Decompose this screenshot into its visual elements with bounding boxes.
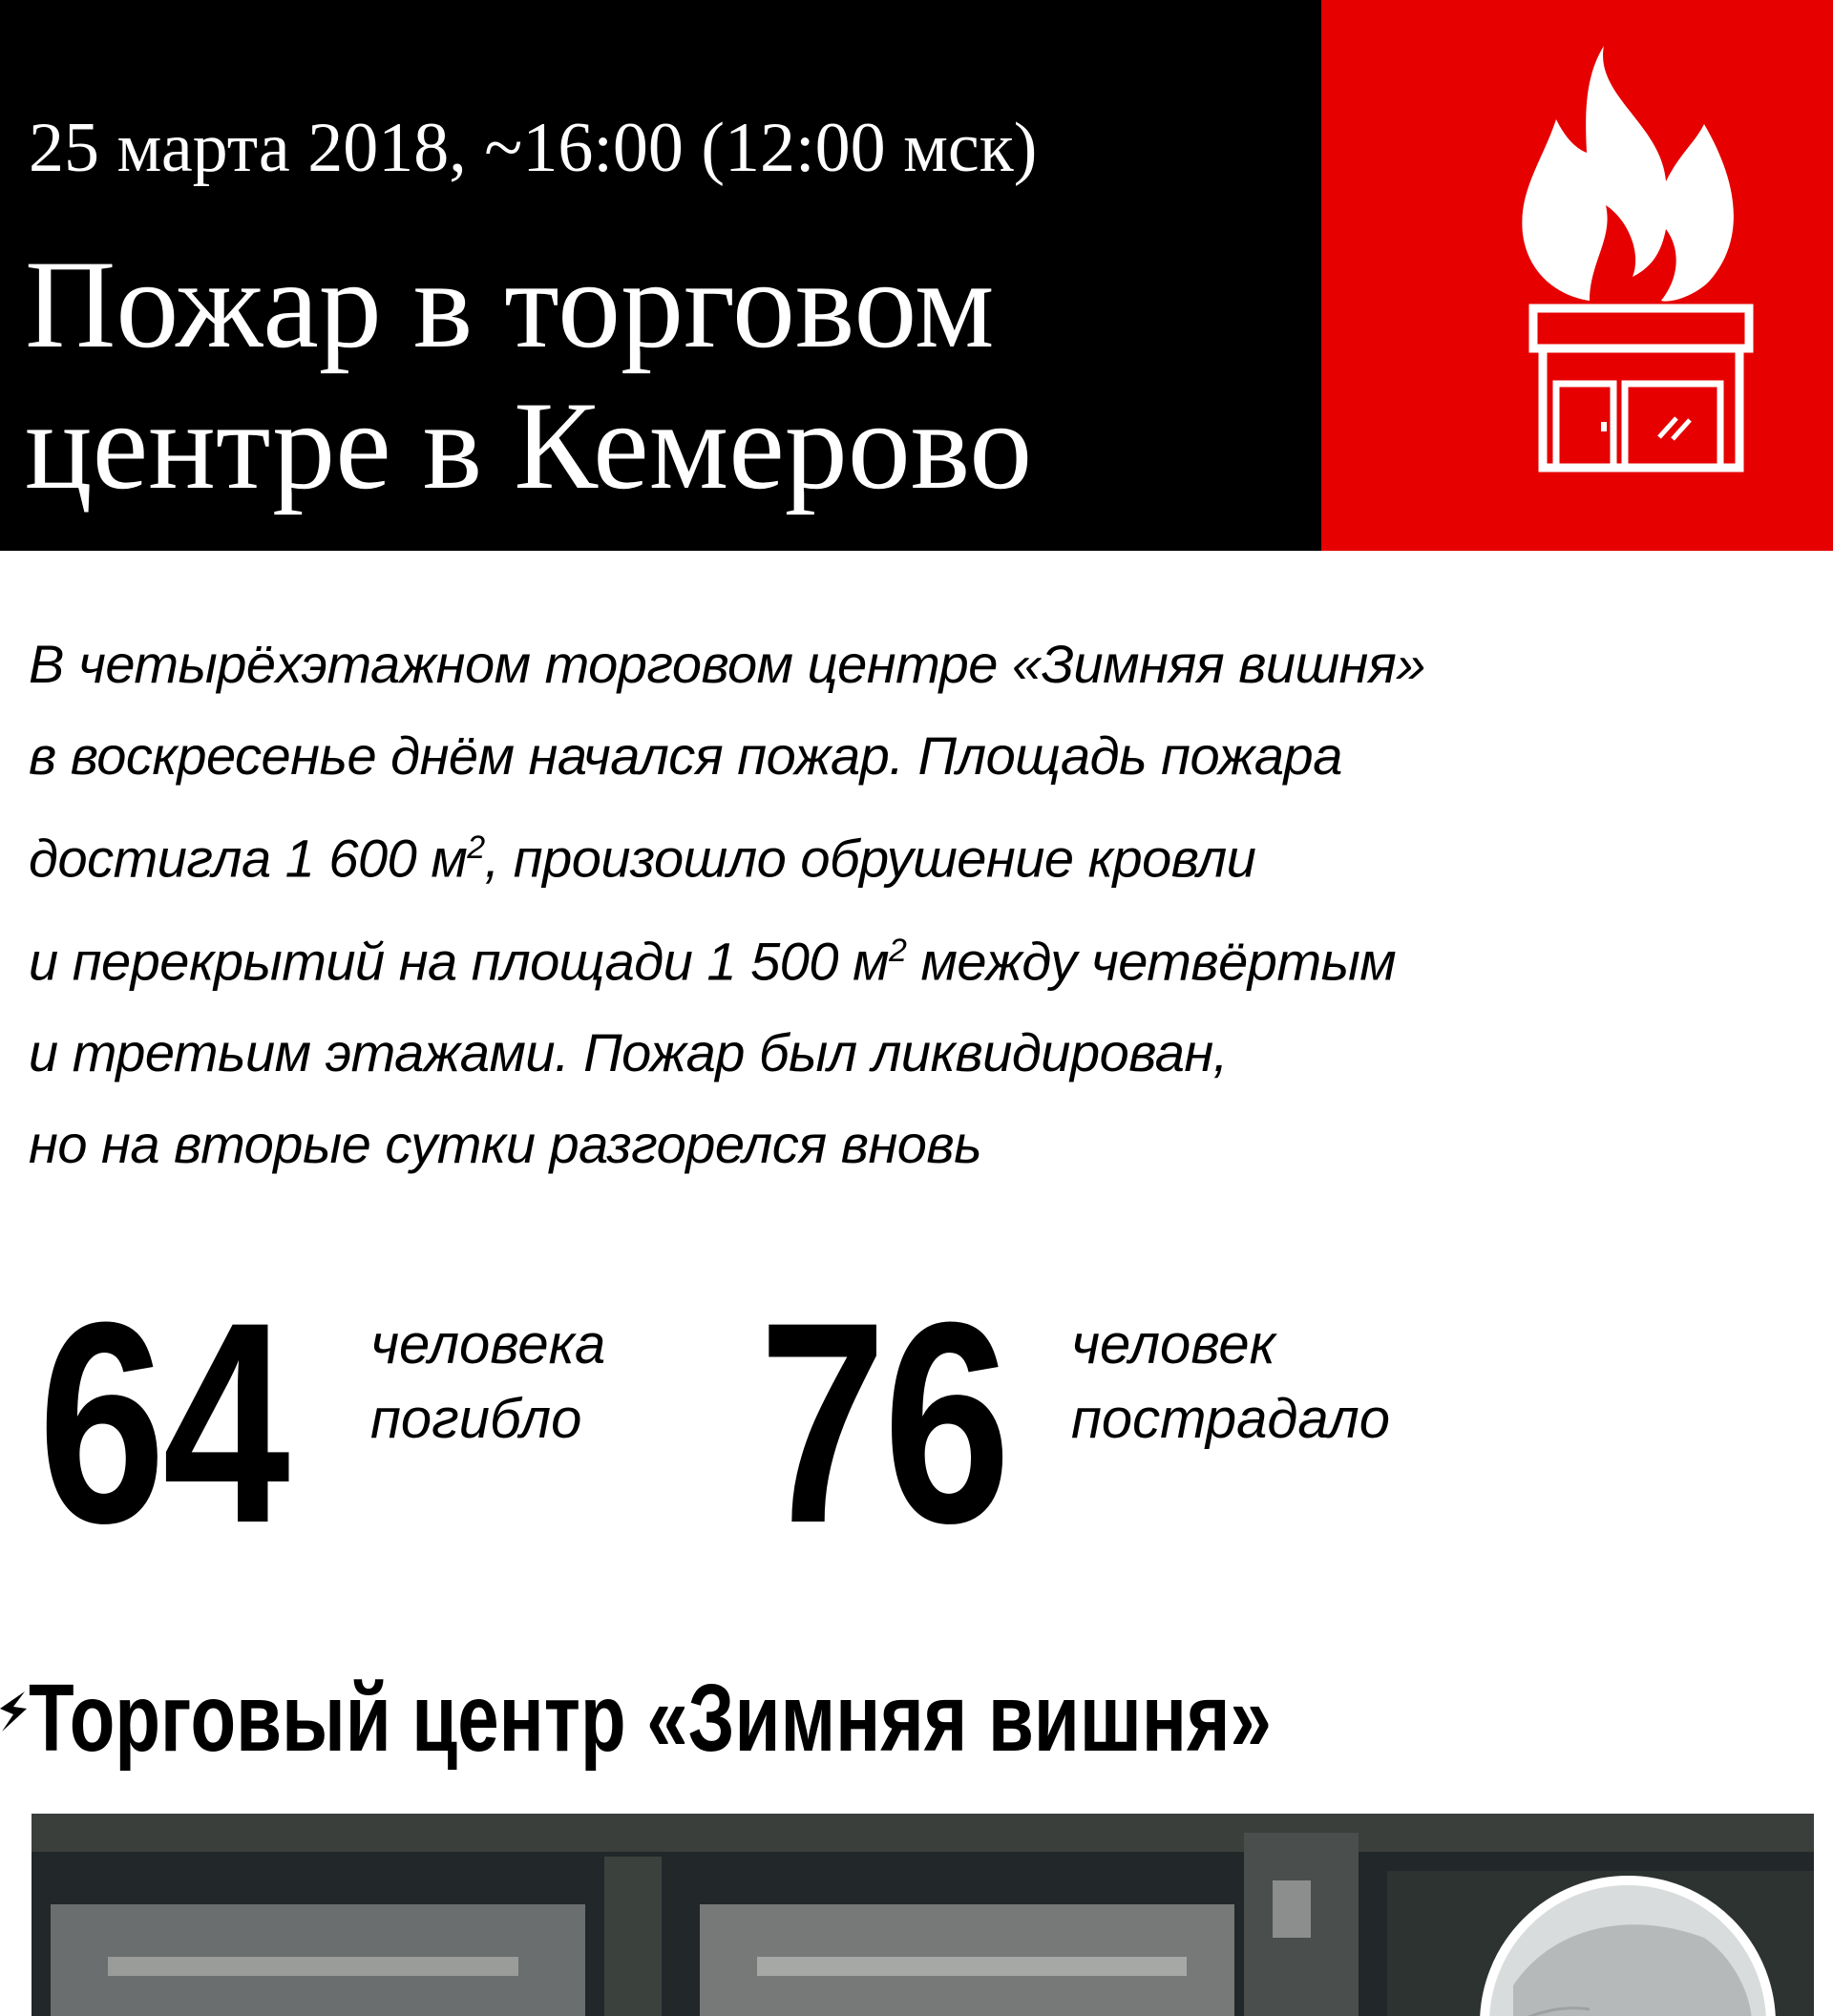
injured-label	[1071, 1308, 1390, 1457]
deaths-label-line-2: погибло	[370, 1388, 582, 1450]
burning-building-icon	[1499, 38, 1757, 477]
intro-line-4-a: и перекрытий на площади 1 500 м	[29, 931, 889, 992]
intro-line-3	[29, 802, 1785, 905]
page-title	[25, 234, 1304, 516]
deaths-count: 64	[38, 1262, 287, 1583]
intro-text	[29, 619, 1785, 1190]
intro-line-3-a: достигла 1 600 м	[29, 828, 468, 889]
square-unit: 2	[888, 932, 907, 969]
intro-line-3-b: , произошло обрушение кровли	[484, 828, 1256, 889]
deaths-label-line-1: человека	[370, 1313, 606, 1376]
intro-line-6: но на вторые сутки разгорелся вновь	[29, 1114, 982, 1175]
injured-label-line-2: пострадало	[1071, 1388, 1390, 1450]
injured-label-line-1: человек	[1071, 1313, 1275, 1376]
page-title-line-2: центре в Кемерово	[25, 375, 1033, 515]
section-heading: Торговый центр «Зимняя вишня»	[29, 1665, 1272, 1772]
intro-line-5: и третьим этажами. Пожар был ликвидирован,	[29, 1022, 1228, 1083]
intro-line-1: В четырёхэтажном торговом центре «Зимняя вишня»	[29, 634, 1425, 694]
deaths-label	[370, 1308, 605, 1457]
injured-count: 76	[759, 1262, 1008, 1583]
square-unit: 2	[467, 830, 485, 866]
event-date: 25 марта 2018, ~16:00 (12:00 мск)	[29, 109, 1038, 187]
bolt-arrow-icon	[0, 1688, 29, 1735]
intro-line-4-b: между четвёртым	[906, 931, 1397, 992]
header	[0, 0, 1833, 551]
intro-line-4	[29, 905, 1785, 1008]
satellite-photo	[32, 1814, 1814, 2016]
intro-line-2: в воскресенье днём начался пожар. Площадь пожара	[29, 725, 1342, 786]
page-title-line-1: Пожар в торговом	[25, 234, 995, 374]
globe-locator-icon	[1475, 1871, 1780, 2016]
